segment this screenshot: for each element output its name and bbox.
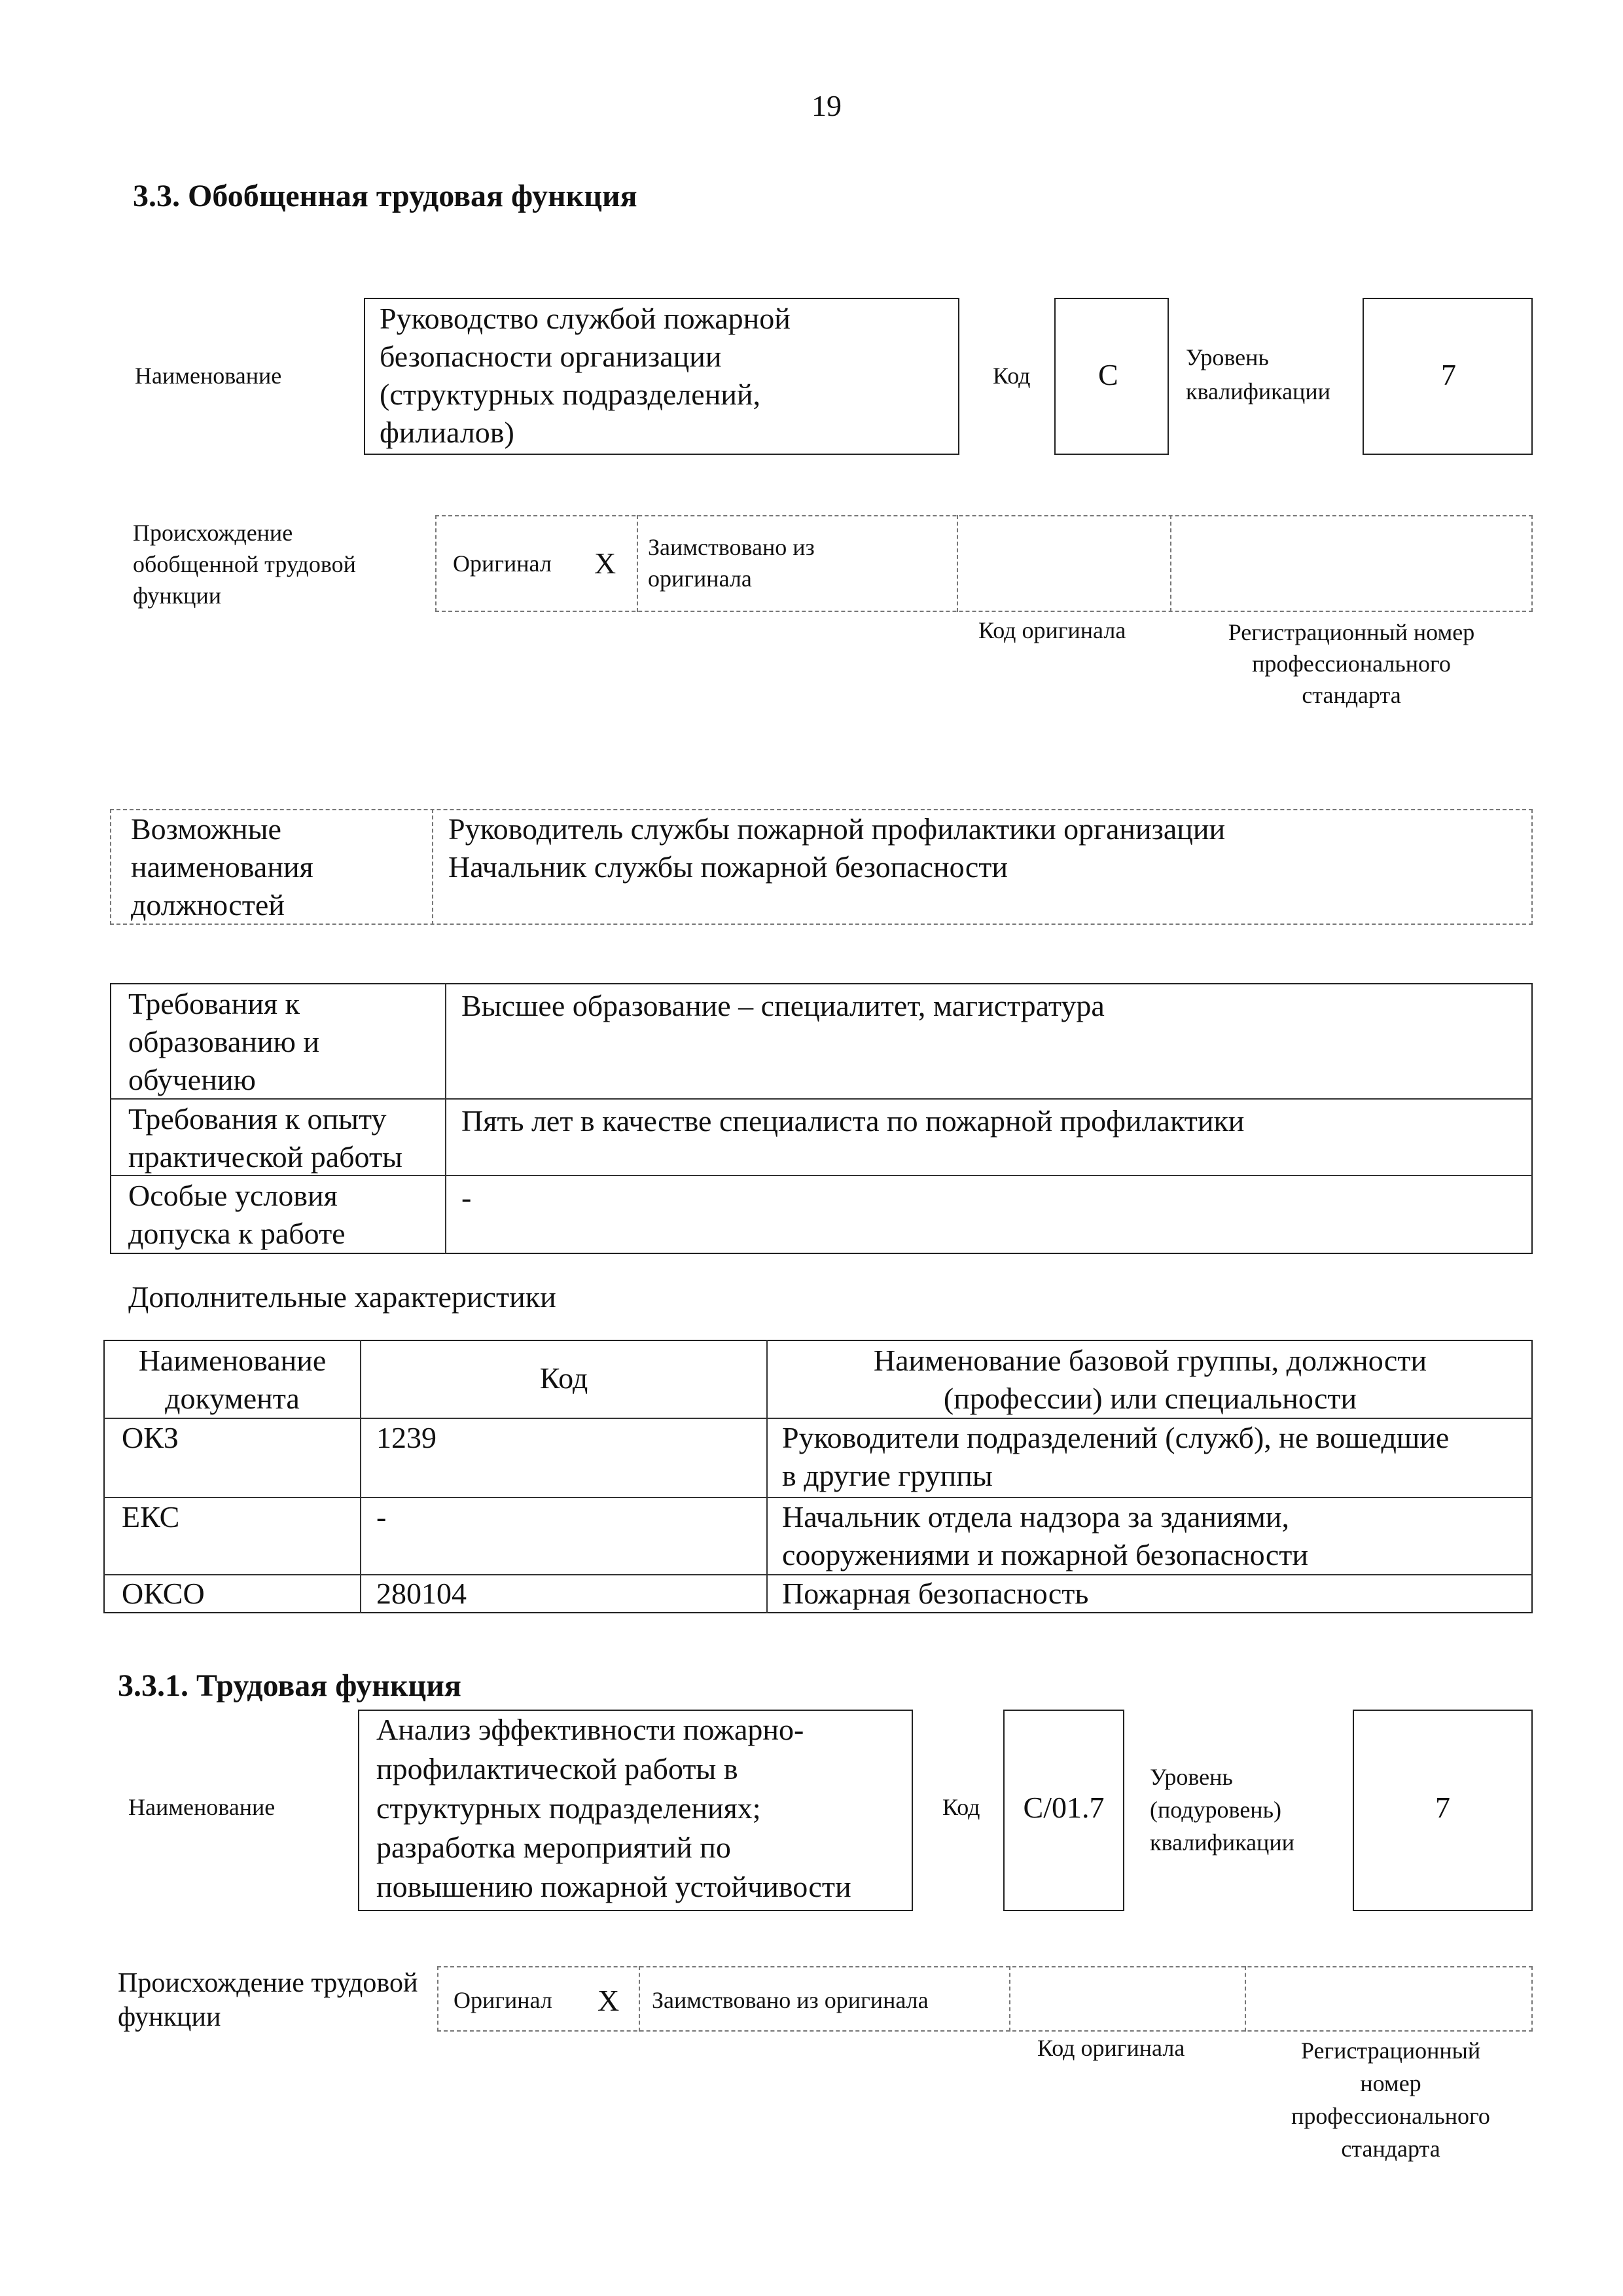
level-label-line: Уровень xyxy=(1186,344,1269,370)
positions-values xyxy=(448,810,1225,886)
positions-divider xyxy=(432,809,433,925)
borrowed-line: оригинала xyxy=(648,565,752,592)
requirement-experience-label xyxy=(128,1100,402,1176)
name-line: (структурных подразделений, xyxy=(380,378,761,411)
requirement-conditions-label xyxy=(128,1177,346,1253)
table-cell-group xyxy=(782,1498,1308,1574)
function-name-line: разработка мероприятий по xyxy=(376,1831,731,1864)
position-item: Руководитель службы пожарной профилактики организации xyxy=(448,812,1226,846)
table-cell-doc: ЕКС xyxy=(122,1500,180,1534)
requirements-divider xyxy=(445,983,446,1254)
original-code-caption: Код оригинала xyxy=(978,617,1126,643)
original-mark: X xyxy=(594,547,616,580)
origin-label-line: функции xyxy=(118,2002,221,2032)
function-name-label: Наименование xyxy=(128,1794,276,1820)
level-label-line: квалификации xyxy=(1186,378,1330,404)
requirements-row-line xyxy=(110,1098,1533,1100)
function-name-line: повышению пожарной устойчивости xyxy=(376,1870,851,1903)
requirement-label-line: допуска к работе xyxy=(128,1217,346,1250)
positions-label-line: Возможные xyxy=(131,812,281,846)
additional-title: Дополнительные характеристики xyxy=(128,1280,556,1314)
level-label-line: Уровень xyxy=(1150,1764,1233,1790)
function-name-line: Анализ эффективности пожарно- xyxy=(376,1713,804,1746)
requirement-label-line: обучению xyxy=(128,1063,256,1096)
code-value: C xyxy=(1098,358,1118,391)
origin-label-line: обобщенной трудовой xyxy=(133,551,356,577)
function-origin-label xyxy=(118,1966,418,2034)
reg-caption-line: профессионального xyxy=(1291,2103,1490,2129)
header-code: Код xyxy=(539,1361,588,1395)
origin-divider xyxy=(957,515,958,612)
reg-number-caption xyxy=(1178,617,1525,711)
function-name-line: профилактической работы в xyxy=(376,1752,738,1785)
function-borrowed-label: Заимствовано из оригинала xyxy=(652,1987,929,2013)
group-line: Начальник отдела надзора за зданиями, xyxy=(782,1500,1290,1534)
group-line: Руководители подразделений (служб), не вошедшие xyxy=(782,1421,1450,1454)
origin-divider xyxy=(639,1966,640,2032)
function-original-mark: X xyxy=(597,1984,620,2017)
table-cell-code: 280104 xyxy=(376,1577,467,1610)
positions-label-line: должностей xyxy=(131,888,285,922)
function-code-value: C/01.7 xyxy=(1023,1791,1105,1824)
original-label: Оригинал xyxy=(453,550,552,577)
function-level-value: 7 xyxy=(1435,1791,1450,1824)
origin-label-line: Происхождение xyxy=(133,520,293,546)
header-group xyxy=(768,1342,1533,1418)
name-value xyxy=(380,300,791,452)
position-item: Начальник службы пожарной безопасности xyxy=(448,850,1008,884)
origin-label xyxy=(133,517,356,611)
level-label-line: (подуровень) xyxy=(1150,1797,1281,1823)
name-label: Наименование xyxy=(135,363,282,389)
positions-label xyxy=(131,810,313,924)
code-label: Код xyxy=(993,363,1031,389)
group-line: сооружениями и пожарной безопасности xyxy=(782,1538,1308,1571)
requirement-experience-value: Пять лет в качестве специалиста по пожарной профилактики xyxy=(461,1104,1245,1138)
requirement-label-line: Требования к xyxy=(128,987,300,1020)
function-code-label: Код xyxy=(942,1794,980,1820)
level-label xyxy=(1186,340,1330,408)
level-value: 7 xyxy=(1441,358,1456,391)
origin-label-line: функции xyxy=(133,583,221,609)
table-cell-group xyxy=(782,1575,1088,1613)
reg-caption-line: Регистрационный номер xyxy=(1228,619,1475,645)
table-cell-doc: ОКЗ xyxy=(122,1421,179,1454)
table-cell-group xyxy=(782,1419,1449,1495)
requirement-education-label xyxy=(128,985,319,1099)
table-cell-code: 1239 xyxy=(376,1421,437,1454)
name-line: филиалов) xyxy=(380,416,514,449)
origin-divider xyxy=(1245,1966,1246,2032)
table-cell-doc: ОКСО xyxy=(122,1577,205,1610)
reg-caption-line: стандарта xyxy=(1341,2136,1440,2162)
borrowed-label xyxy=(648,531,815,594)
table-cell-code: - xyxy=(376,1500,387,1534)
requirement-label-line: образованию и xyxy=(128,1025,319,1058)
name-line: Руководство службой пожарной xyxy=(380,302,791,335)
function-original-code-caption: Код оригинала xyxy=(1037,2035,1185,2061)
reg-caption-line: Регистрационный xyxy=(1300,2037,1481,2064)
origin-divider xyxy=(1009,1966,1010,2032)
function-reg-number-caption xyxy=(1247,2034,1535,2165)
origin-divider xyxy=(637,515,638,612)
function-level-label xyxy=(1150,1761,1294,1859)
name-line: безопасности организации xyxy=(380,340,722,373)
requirement-conditions-value: - xyxy=(461,1181,472,1214)
origin-label-line: Происхождение трудовой xyxy=(118,1968,418,1998)
reg-caption-line: стандарта xyxy=(1302,682,1401,708)
group-line: Пожарная безопасность xyxy=(782,1577,1089,1610)
section-heading: 3.3. Обобщенная трудовая функция xyxy=(133,179,637,213)
borrowed-line: Заимствовано из xyxy=(648,534,815,560)
header-document xyxy=(105,1342,360,1418)
header-line: Наименование базовой группы, должности xyxy=(873,1344,1427,1377)
reg-caption-line: профессионального xyxy=(1252,651,1451,677)
function-name-line: структурных подразделениях; xyxy=(376,1791,761,1825)
requirement-label-line: Особые условия xyxy=(128,1179,338,1212)
header-line: документа xyxy=(165,1382,300,1415)
origin-divider xyxy=(1170,515,1171,612)
subsection-heading: 3.3.1. Трудовая функция xyxy=(118,1668,461,1703)
page-number: 19 xyxy=(812,89,842,122)
group-line: в другие группы xyxy=(782,1459,993,1492)
header-line: (профессии) или специальности xyxy=(943,1382,1357,1415)
function-name-value xyxy=(376,1710,851,1907)
positions-label-line: наименования xyxy=(131,850,313,884)
requirement-label-line: практической работы xyxy=(128,1140,402,1174)
requirement-label-line: Требования к опыту xyxy=(128,1102,387,1136)
function-original-label: Оригинал xyxy=(454,1987,552,2013)
requirement-education-value: Высшее образование – специалитет, магистратура xyxy=(461,989,1105,1022)
level-label-line: квалификации xyxy=(1150,1829,1294,1856)
header-line: Наименование xyxy=(138,1344,327,1377)
reg-caption-line: номер xyxy=(1360,2070,1421,2096)
